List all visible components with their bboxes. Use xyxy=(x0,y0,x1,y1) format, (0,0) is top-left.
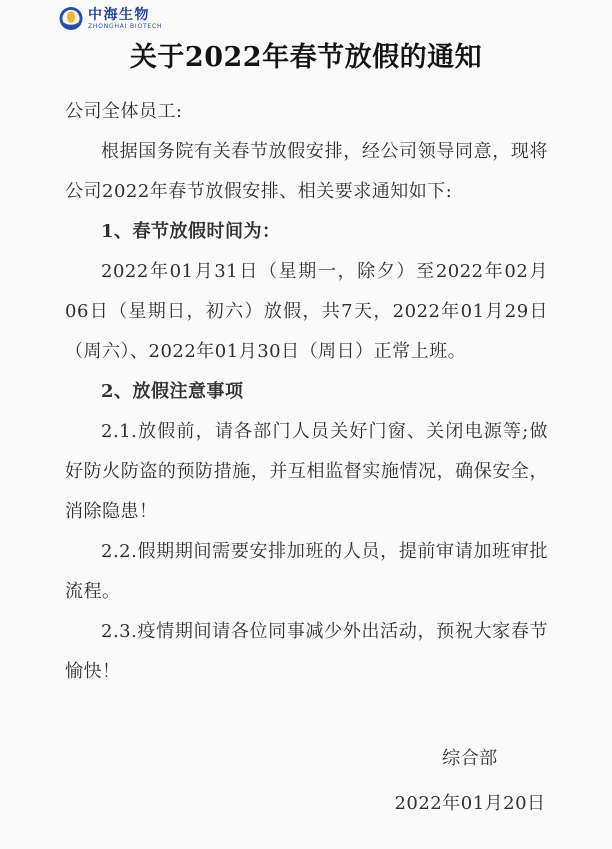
company-logo xyxy=(0,0,612,32)
section1-paragraph: 2022年01月31日（星期一，除夕）至2022年02月06日（星期日，初六）放假，共7天，2022年01月29日（周六）、2022年01月30日（周日）正常上班。 xyxy=(65,261,548,362)
item-2-3: 2.3.疫情期间请各位同事减少外出活动，预祝大家春节愉快！ xyxy=(65,621,548,682)
item-2-2: 2.2.假期期间需要安排加班的人员，提前审请加班审批流程。 xyxy=(65,541,548,602)
logo-text xyxy=(88,8,162,30)
signature-department: 综合部 xyxy=(442,748,498,769)
company-name-en: ZHONGHAI BIOTECH xyxy=(88,22,163,30)
notice-title: 关于2022年春节放假的通知 xyxy=(129,42,483,73)
intro-paragraph: 根据国务院有关春节放假安排，经公司领导同意，现将公司2022年春节放假安排、相关要求通知如下: xyxy=(65,141,548,202)
signature-date: 2022年01月20日 xyxy=(394,793,546,814)
salutation: 公司全体员工: xyxy=(65,101,183,122)
section2-heading: 2、放假注意事项 xyxy=(101,381,244,402)
notice-body xyxy=(65,92,548,815)
item-2-1: 2.1.放假前，请各部门人员关好门窗、关闭电源等;做好防火防盗的预防措施，并互相监督实施情况，确保安全，消除隐患！ xyxy=(65,421,548,522)
section1-heading: 1、春节放假时间为： xyxy=(101,221,281,242)
signature-block xyxy=(370,748,570,815)
logo-badge-icon xyxy=(59,6,83,31)
company-name-cn: 中海生物 xyxy=(88,6,150,23)
